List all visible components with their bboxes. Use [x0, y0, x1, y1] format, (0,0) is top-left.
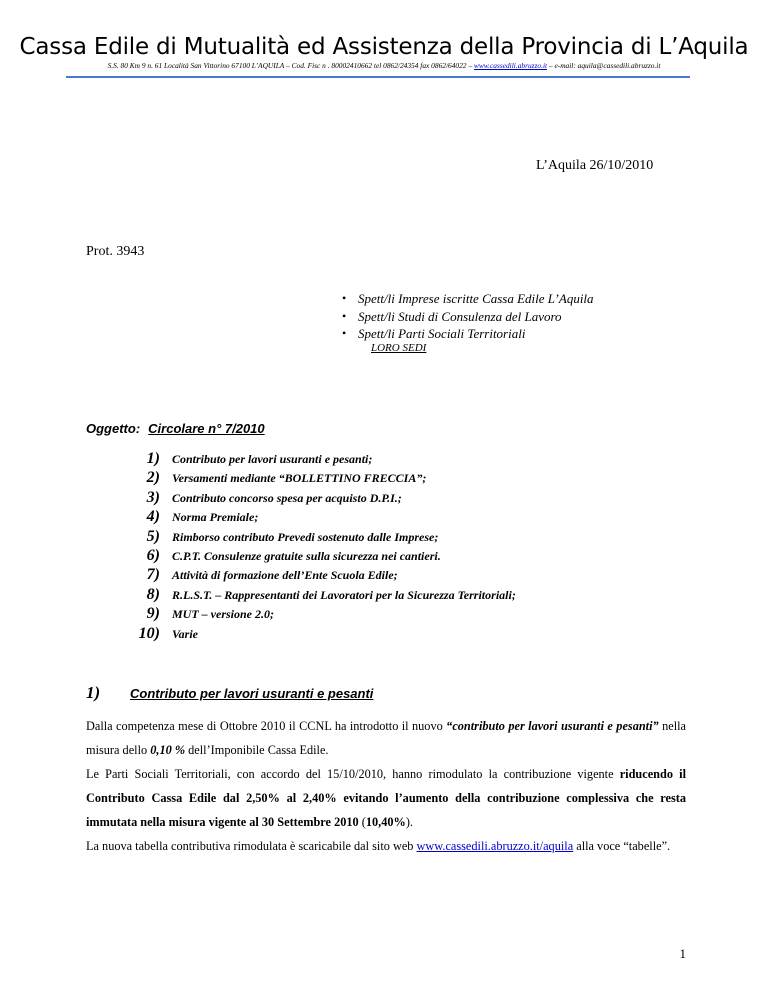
address-text: S.S. 80 Km 9 n. 61 Località San Vittorino 67100 L’AQUILA – Cod. Fisc n . 80002410662 tel 0862/24354 fax 0862/64022 –	[107, 61, 473, 70]
letterhead-title: Cassa Edile di Mutualità ed Assistenza della Provincia di L’Aquila	[19, 34, 749, 60]
topic-item: 8) R.L.S.T. – Rappresentanti dei Lavoratori per la Sicurezza Territoriali;	[146, 585, 516, 603]
topic-item: 3) Contributo concorso spesa per acquisto D.P.I.;	[146, 488, 402, 506]
letterhead-contacts	[0, 61, 768, 70]
subject-line	[86, 421, 265, 436]
protocol-number: Prot. 3943	[86, 244, 145, 259]
topic-item: 4) Norma Premiale;	[146, 508, 259, 526]
topic-item: 9) MUT – versione 2.0;	[146, 605, 274, 623]
bullet-icon: •	[342, 291, 347, 305]
section-heading: 1) Contributo per lavori usuranti e pesanti	[86, 683, 374, 702]
topic-item: 5) Rimborso contributo Prevedi sostenuto dalle Imprese;	[146, 527, 439, 545]
paragraph: La nuova tabella contributiva rimodulata è scaricabile dal sito web www.cassedili.abruzzo.it/aquila alla voce “tabelle”.	[86, 839, 671, 853]
header-rule	[66, 76, 690, 78]
paragraph: Le Parti Sociali Territoriali, con accordo del 15/10/2010, hanno rimodulato la contribuzione vigente riducendo il Contributo Cassa Edile dal 2,50% al 2,40% evitando l’aumento della contribuzione complessiva che resta immutata nella misura vigente al 30 Settembre 2010 (10,40%).	[86, 767, 686, 829]
paragraph: Dalla competenza mese di Ottobre 2010 il CCNL ha introdotto il nuovo “contributo per lavori usuranti e pesanti” nella misura dello 0,10 % dell’Imponibile Cassa Edile.	[86, 719, 686, 757]
loro-sedi: LORO SEDI	[371, 342, 427, 354]
topic-item: 10) Varie	[138, 624, 199, 642]
letter-date: L’Aquila 26/10/2010	[536, 158, 654, 173]
topic-item: 6) C.P.T. Consulenze gratuite sulla sicurezza nei cantieri.	[146, 546, 441, 564]
subject-label: Oggetto:	[86, 421, 141, 436]
topics-list	[126, 450, 516, 644]
topic-item: 1) Contributo per lavori usuranti e pesanti;	[146, 450, 373, 467]
tables-link[interactable]: www.cassedili.abruzzo.it/aquila	[416, 839, 574, 853]
topic-item: 2) Versamenti mediante “BOLLETTINO FRECCIA”;	[146, 469, 427, 487]
section-body	[86, 714, 686, 858]
bullet-icon: •	[342, 326, 347, 340]
recipient-item: • Spett/li Studi di Consulenza del Lavoro	[342, 308, 562, 324]
bullet-icon: •	[342, 308, 347, 323]
website-link[interactable]: www.cassedili.abruzzo.it	[473, 61, 548, 70]
recipients-list	[342, 290, 594, 343]
topic-item: 7) Attività di formazione dell’Ente Scuola Edile;	[146, 566, 398, 584]
page-number: 1	[679, 946, 686, 961]
recipient-item: • Spett/li Imprese iscritte Cassa Edile L’Aquila	[342, 291, 594, 306]
recipient-item: • Spett/li Parti Sociali Territoriali	[342, 326, 526, 341]
subject-value: Circolare n° 7/2010	[148, 421, 265, 436]
email-text: – e-mail: aquila@cassedili.abruzzo.it	[548, 61, 661, 70]
